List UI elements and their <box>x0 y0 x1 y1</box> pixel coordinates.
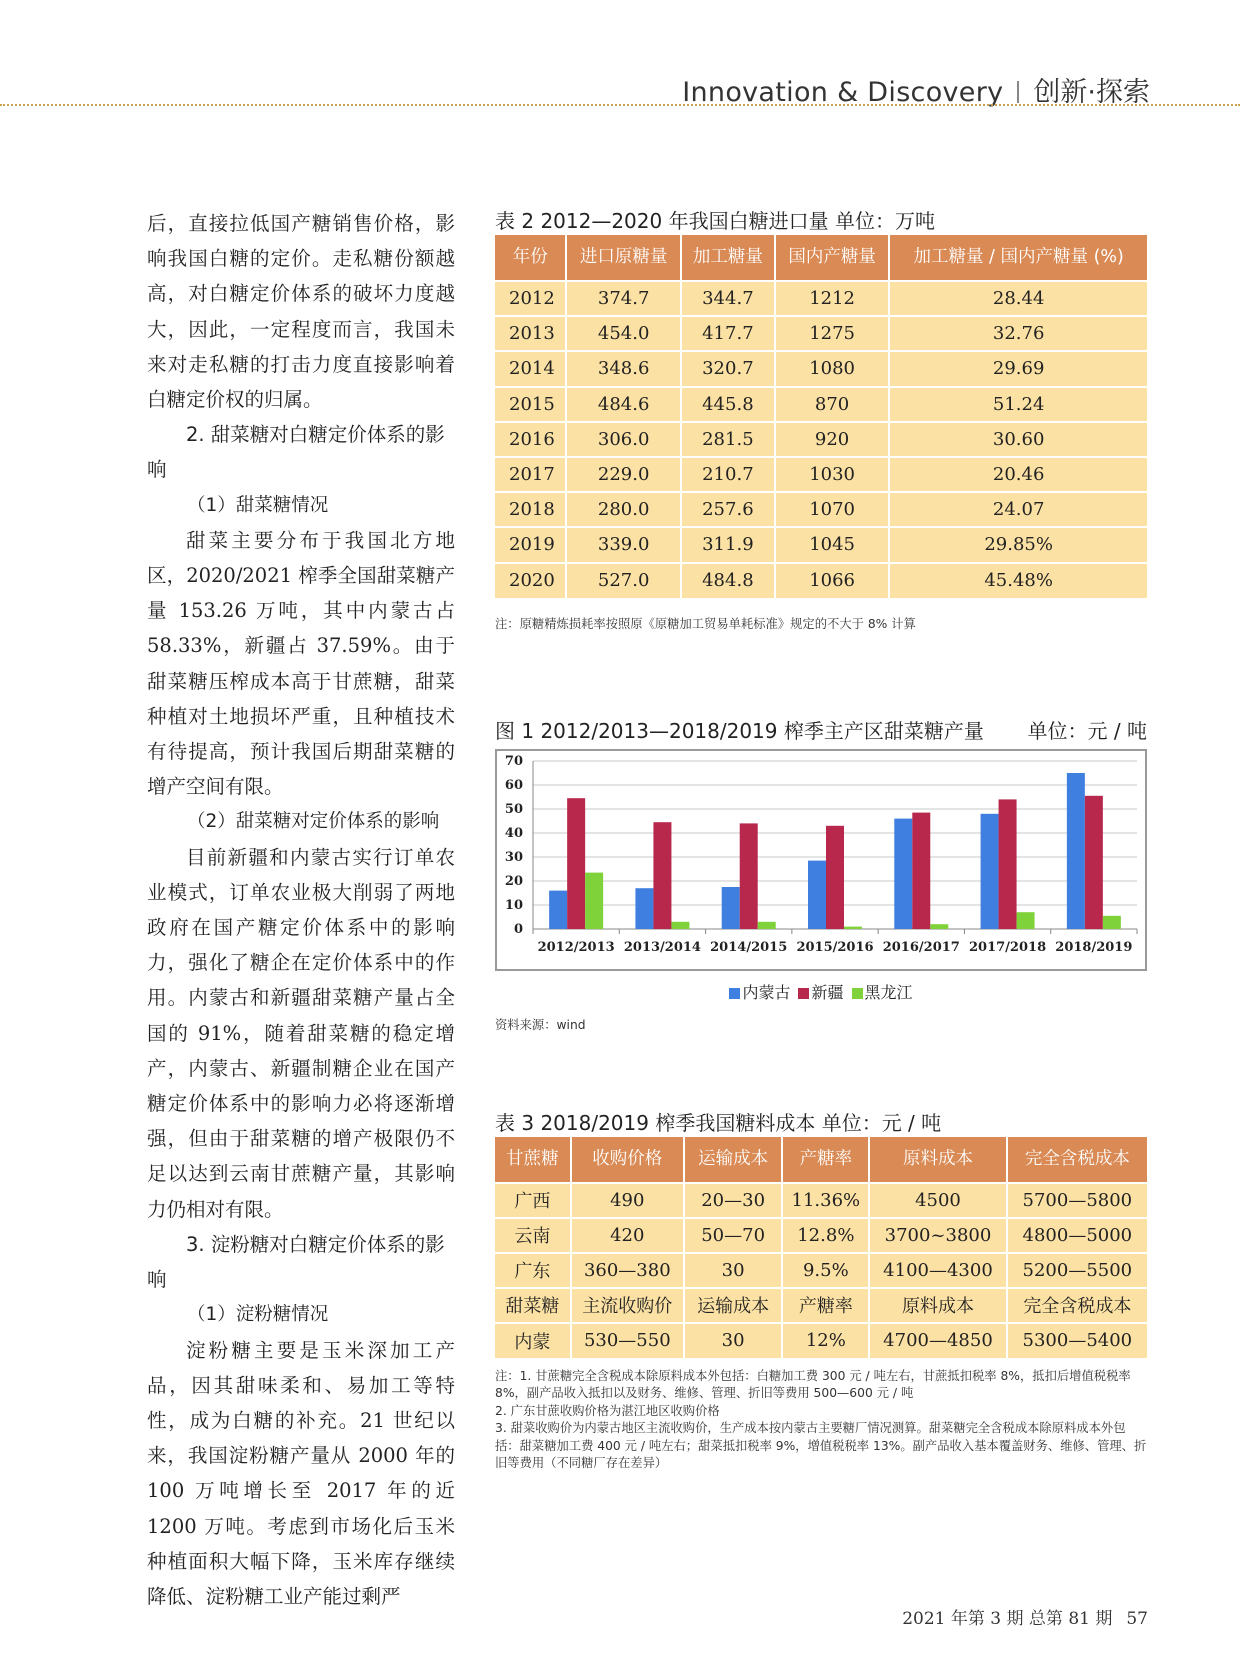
x-tick-label: 2012/2013 <box>537 940 615 956</box>
table3-note-line: 注：1. 甘蔗糖完全含税成本除原料成本外包括：白糖加工费 300 元 / 吨左右，甘蔗抵扣税率 8%，抵扣后增值税税率 8%，副产品收入抵扣以及财务、维修、管理、折旧等费用 500—600 元 / 吨 <box>495 1368 1131 1401</box>
legend-label: 内蒙古 <box>742 983 791 1003</box>
y-tick-label: 70 <box>504 754 523 770</box>
bar-neimenggu <box>894 819 912 929</box>
table-cell: 5200—5500 <box>1007 1253 1147 1288</box>
table-cell: 30 <box>684 1323 782 1358</box>
legend-swatch <box>729 988 740 999</box>
table-cell: 280.0 <box>566 492 681 527</box>
table-cell: 11.36% <box>782 1183 869 1218</box>
table-cell: 2012 <box>495 281 566 316</box>
subsection-heading: （1）淀粉糖情况 <box>187 1304 329 1326</box>
table-row <box>495 1183 1147 1218</box>
table-cell: 28.44 <box>889 281 1147 316</box>
x-tick-label: 2013/2014 <box>623 940 701 956</box>
table-cell: 229.0 <box>566 457 681 492</box>
table-row <box>495 422 1147 457</box>
paragraph: 目前新疆和内蒙古实行订单农业模式，订单农业极大削弱了两地政府在国产糖定价体系中的影响力，强化了糖企在定价体系中的作用。内蒙古和新疆甜菜糖产量占全国的 91%，随着甜菜糖的稳定增产，内蒙古、新疆制糖企业在国产糖定价体系中的影响力必将逐渐增强，但由于甜菜糖的增产极限仍不足以达到云南甘蔗糖产量，其影响力仍相对有限。 <box>147 845 455 1221</box>
table-row <box>495 492 1147 527</box>
bar-xinjiang <box>567 798 585 929</box>
bar-heilongjiang <box>1017 912 1035 929</box>
table-cell: 374.7 <box>566 281 681 316</box>
column-header: 原料成本 <box>869 1137 1006 1183</box>
bar-neimenggu <box>722 887 740 929</box>
table-header-row <box>495 235 1147 281</box>
header-dotted-rule <box>0 104 1240 106</box>
bar-xinjiang <box>740 824 758 930</box>
table-row <box>495 457 1147 492</box>
table-cell: 1070 <box>775 492 890 527</box>
table-cell: 420 <box>571 1218 684 1253</box>
table-cell: 1275 <box>775 316 890 351</box>
table3-note-line: 3. 甜菜收购价为内蒙古地区主流收购价，生产成本按内蒙古主要糖厂情况测算。甜菜糖完全含税成本除原料成本外包括：甜菜糖加工费 400 元 / 吨左右；甜菜抵扣税率 9%，增值税税率 13%。副产品收入基本覆盖财务、维修、管理、折旧等费用（不同糖厂存在差异） <box>495 1421 1147 1471</box>
table-cell: 257.6 <box>681 492 775 527</box>
table-cell: 主流收购价 <box>571 1288 684 1323</box>
table-cell: 9.5% <box>782 1253 869 1288</box>
bar-chart-svg <box>497 751 1145 969</box>
table-row <box>495 351 1147 386</box>
column-header: 产糖率 <box>782 1137 869 1183</box>
section-heading: 2. 甜菜糖对白糖定价体系的影响 <box>147 423 445 482</box>
table-cell: 2017 <box>495 457 566 492</box>
table-cell: 870 <box>775 387 890 422</box>
x-tick-label: 2014/2015 <box>710 940 788 956</box>
table-cell: 417.7 <box>681 316 775 351</box>
bar-heilongjiang <box>930 924 948 929</box>
chart-legend <box>495 980 1147 1003</box>
column-header: 进口原糖量 <box>566 235 681 281</box>
page-header <box>0 0 1240 110</box>
bar-neimenggu <box>808 861 826 929</box>
table-row <box>495 563 1147 598</box>
table-cell: 5700—5800 <box>1007 1183 1147 1218</box>
table-cell: 24.07 <box>889 492 1147 527</box>
table-row <box>495 1288 1147 1323</box>
paragraph: 后，直接拉低国产糖销售价格，影响我国白糖的定价。走私糖份额越高，对白糖定价体系的破坏力度越大，因此，一定程度而言，我国未来对走私糖的打击力度直接影响着白糖定价权的归属。 <box>147 212 455 412</box>
subsection-heading: （2）甜菜糖对定价体系的影响 <box>187 811 440 833</box>
bar-xinjiang <box>826 826 844 929</box>
table-cell: 30 <box>684 1253 782 1288</box>
y-tick-label: 0 <box>513 922 523 938</box>
bar-xinjiang <box>1085 796 1103 929</box>
y-tick-label: 50 <box>504 802 523 818</box>
table-cell: 20.46 <box>889 457 1147 492</box>
table-cell: 12.8% <box>782 1218 869 1253</box>
table-cell: 2016 <box>495 422 566 457</box>
table-cell: 348.6 <box>566 351 681 386</box>
table-cell: 484.8 <box>681 563 775 598</box>
table-cell: 2019 <box>495 527 566 562</box>
table-cell: 490 <box>571 1183 684 1218</box>
y-tick-label: 30 <box>504 850 523 866</box>
section-title-en: Innovation & Discovery <box>682 77 1004 108</box>
bar-chart <box>495 749 1147 971</box>
table-cell: 445.8 <box>681 387 775 422</box>
table-cell: 344.7 <box>681 281 775 316</box>
column-header: 国内产糖量 <box>775 235 890 281</box>
table-row <box>495 1323 1147 1358</box>
paragraph: 甜菜主要分布于我国北方地区，2020/2021 榨季全国甜菜糖产量 153.26 万吨，其中内蒙古占 58.33%，新疆占 37.59%。由于甜菜糖压榨成本高于甘蔗糖，甜菜种植对土地损坏严重，且种植技术有待提高，预计我国后期甜菜糖的增产空间有限。 <box>147 528 455 799</box>
table-cell: 454.0 <box>566 316 681 351</box>
bar-heilongjiang <box>844 927 862 929</box>
issue-info: 2021 年第 3 期 总第 81 期 <box>902 1609 1113 1629</box>
table-row <box>495 527 1147 562</box>
table3-notes <box>495 1368 1147 1473</box>
column-header: 运输成本 <box>684 1137 782 1183</box>
y-tick-label: 60 <box>504 778 523 794</box>
table-cell: 1212 <box>775 281 890 316</box>
table-cell: 1066 <box>775 563 890 598</box>
table-cell: 50—70 <box>684 1218 782 1253</box>
table-cell: 5300—5400 <box>1007 1323 1147 1358</box>
x-tick-label: 2015/2016 <box>796 940 874 956</box>
section-heading: 3. 淀粉糖对白糖定价体系的影响 <box>147 1232 445 1292</box>
table-cell: 1080 <box>775 351 890 386</box>
table-cell: 339.0 <box>566 527 681 562</box>
bar-xinjiang <box>999 800 1017 930</box>
table-cell: 4800—5000 <box>1007 1218 1147 1253</box>
column-header: 加工糖量 <box>681 235 775 281</box>
table-cell: 内蒙 <box>495 1323 571 1358</box>
table-cell: 210.7 <box>681 457 775 492</box>
column-header: 年份 <box>495 235 566 281</box>
bar-xinjiang <box>653 822 671 929</box>
table2-note: 注：原糖精炼损耗率按照原《原糖加工贸易单耗标准》规定的不大于 8% 计算 <box>495 616 916 631</box>
table-cell: 45.48% <box>889 563 1147 598</box>
table-row <box>495 281 1147 316</box>
bar-heilongjiang <box>758 922 776 929</box>
table-row <box>495 387 1147 422</box>
table-cell: 30.60 <box>889 422 1147 457</box>
import-volume-table <box>495 235 1147 598</box>
sugar-cost-table <box>495 1137 1147 1358</box>
table-cell: 360—380 <box>571 1253 684 1288</box>
page-footer <box>902 1604 1148 1629</box>
bar-neimenggu <box>635 888 653 929</box>
table-cell: 原料成本 <box>869 1288 1006 1323</box>
table-header-row <box>495 1137 1147 1183</box>
table-cell: 产糖率 <box>782 1288 869 1323</box>
table-cell: 20—30 <box>684 1183 782 1218</box>
table-cell: 920 <box>775 422 890 457</box>
table-cell: 2014 <box>495 351 566 386</box>
y-tick-label: 40 <box>504 826 523 842</box>
paragraph: 淀粉糖主要是玉米深加工产品，因其甜味柔和、易加工等特性，成为白糖的补充。21 世纪以来，我国淀粉糖产量从 2000 年的 100 万吨增长至 2017 年的近 1200 万吨。考虑到市场化后玉米种植面积大幅下降，玉米库存继续降低、淀粉糖工业产能过剩严 <box>147 1338 455 1608</box>
table-cell: 完全含税成本 <box>1007 1288 1147 1323</box>
table-row <box>495 316 1147 351</box>
table-cell: 甜菜糖 <box>495 1288 571 1323</box>
table-cell: 12% <box>782 1323 869 1358</box>
bar-neimenggu <box>1067 773 1085 929</box>
table-body <box>495 1183 1147 1358</box>
table-row <box>495 1218 1147 1253</box>
legend-swatch <box>798 988 809 999</box>
subsection-heading: （1）甜菜糖情况 <box>187 494 329 516</box>
table-cell: 4100—4300 <box>869 1253 1006 1288</box>
x-tick-label: 2018/2019 <box>1055 940 1133 956</box>
legend-item <box>852 983 913 1002</box>
figure1-source: 资料来源：wind <box>495 1018 586 1033</box>
bar-neimenggu <box>549 891 567 929</box>
table-cell: 2018 <box>495 492 566 527</box>
column-header: 收购价格 <box>571 1137 684 1183</box>
x-tick-label: 2017/2018 <box>969 940 1047 956</box>
table-cell: 4500 <box>869 1183 1006 1218</box>
column-header: 加工糖量 / 国内产糖量 (%) <box>889 235 1147 281</box>
table-cell: 4700—4850 <box>869 1323 1006 1358</box>
table-cell: 527.0 <box>566 563 681 598</box>
legend-label: 黑龙江 <box>864 983 913 1003</box>
table-cell: 311.9 <box>681 527 775 562</box>
body-text-column <box>147 206 455 1614</box>
table-cell: 广东 <box>495 1253 571 1288</box>
figures-column <box>495 205 1147 1473</box>
table3-caption: 表 3 2018/2019 榨季我国糖料成本 单位：元 / 吨 <box>495 1110 942 1135</box>
bar-neimenggu <box>981 814 999 929</box>
table-cell: 2020 <box>495 563 566 598</box>
page-number: 57 <box>1126 1609 1148 1629</box>
table-cell: 29.69 <box>889 351 1147 386</box>
legend-item <box>798 983 843 1002</box>
figure1-caption-row <box>495 715 1147 745</box>
table-row <box>495 1253 1147 1288</box>
column-header: 完全含税成本 <box>1007 1137 1147 1183</box>
table-cell: 广西 <box>495 1183 571 1218</box>
table-cell: 29.85% <box>889 527 1147 562</box>
table-cell: 281.5 <box>681 422 775 457</box>
legend-item <box>729 983 790 1002</box>
table-cell: 3700~3800 <box>869 1218 1006 1253</box>
y-tick-label: 20 <box>504 874 523 890</box>
bar-heilongjiang <box>671 922 689 929</box>
table-cell: 运输成本 <box>684 1288 782 1323</box>
x-tick-label: 2016/2017 <box>882 940 960 956</box>
figure1-caption: 图 1 2012/2013—2018/2019 榨季主产区甜菜糖产量 <box>495 719 984 744</box>
table-cell: 1045 <box>775 527 890 562</box>
table-cell: 2013 <box>495 316 566 351</box>
bar-heilongjiang <box>1103 916 1121 929</box>
legend-swatch <box>852 988 863 999</box>
table-cell: 320.7 <box>681 351 775 386</box>
table3-note-line: 2. 广东甘蔗收购价格为湛江地区收购价格 <box>495 1403 720 1418</box>
y-tick-label: 10 <box>504 898 523 914</box>
table-cell: 530—550 <box>571 1323 684 1358</box>
section-title-cn: 创新·探索 <box>1033 77 1150 108</box>
table2-caption: 表 2 2012—2020 年我国白糖进口量 单位：万吨 <box>495 209 935 233</box>
legend-label: 新疆 <box>811 983 844 1003</box>
table-cell: 484.6 <box>566 387 681 422</box>
table-cell: 1030 <box>775 457 890 492</box>
bar-heilongjiang <box>585 873 603 929</box>
table-cell: 32.76 <box>889 316 1147 351</box>
table-cell: 2015 <box>495 387 566 422</box>
table-cell: 306.0 <box>566 422 681 457</box>
title-separator <box>1017 81 1019 103</box>
bar-xinjiang <box>912 813 930 929</box>
table-cell: 51.24 <box>889 387 1147 422</box>
table-body <box>495 281 1147 598</box>
column-header: 甘蔗糖 <box>495 1137 571 1183</box>
figure1-unit: 单位：元 / 吨 <box>1027 719 1147 744</box>
table-cell: 云南 <box>495 1218 571 1253</box>
